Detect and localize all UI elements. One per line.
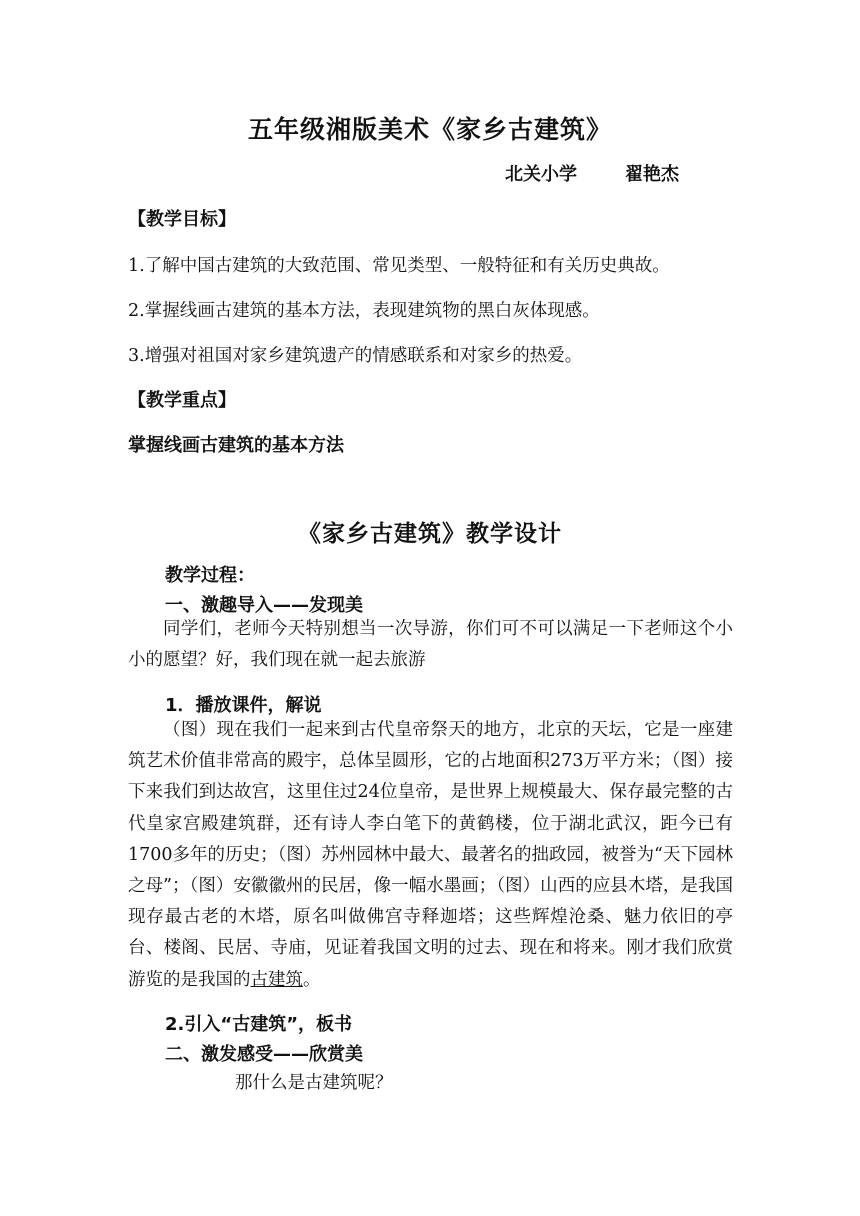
- intro-paragraph: 同学们，老师今天特别想当一次导游，你们可不可以满足一下老师这个小小的愿望？好，我们现在就一起去旅游: [128, 619, 733, 671]
- underlined-term: 古建筑: [250, 969, 303, 990]
- process-label: 教学过程：: [165, 565, 255, 586]
- key-point-heading: 【教学重点】: [128, 390, 236, 411]
- question-line: 那什么是古建筑呢？: [235, 1073, 393, 1093]
- part1-heading: 一、激趣导入——发现美: [165, 595, 363, 616]
- school-name: 北关小学: [505, 164, 577, 185]
- goals-heading: 【教学目标】: [128, 209, 236, 230]
- step2-heading: 2.引入“古建筑”，板书: [165, 1014, 353, 1035]
- step1-paragraph-end: 。: [303, 969, 321, 990]
- step1-heading: 1．播放课件，解说: [165, 695, 322, 716]
- goal-item-3: 3.增强对祖国对家乡建筑遗产的情感联系和对家乡的热爱。: [128, 346, 583, 366]
- step1-paragraph: [128, 715, 733, 996]
- design-title: 《家乡古建筑》教学设计: [298, 521, 562, 547]
- part2-heading: 二、激发感受——欣赏美: [165, 1044, 363, 1065]
- step1-paragraph-main: （图）现在我们一起来到古代皇帝祭天的地方，北京的天坛，它是一座建筑艺术价值非常高的殿宇，总体呈圆形，它的占地面积273万平方米；（图）接下来我们到达故宫，这里住过24位皇帝，是世界上规模最大、保存最完整的古代皇家宫殿建筑群，还有诗人李白笔下的黄鹤楼，位于湖北武汉，距今已有1700多年的历史；（图）苏州园林中最大、最著名的拙政园，被誉为“天下园林之母”；（图）安徽徽州的民居，像一幅水墨画；（图）山西的应县木塔，是我国现存最古老的木塔，原名叫做佛宫寺释迦塔；这些辉煌沧桑、魅力依旧的亭台、楼阁、民居、寺庙，见证着我国文明的过去、现在和将来。刚才我们欣赏游览的是我国的: [128, 720, 733, 990]
- key-point-text: 掌握线画古建筑的基本方法: [128, 435, 344, 456]
- goal-item-2: 2.掌握线画古建筑的基本方法，表现建筑物的黑白灰体现感。: [128, 301, 600, 321]
- teacher-name: 翟艳杰: [625, 164, 679, 185]
- document-title: 五年级湘版美术《家乡古建筑》: [247, 115, 612, 144]
- goal-item-1: 1.了解中国古建筑的大致范围、常见类型、一般特征和有关历史典故。: [128, 256, 670, 276]
- author-line: [505, 160, 679, 186]
